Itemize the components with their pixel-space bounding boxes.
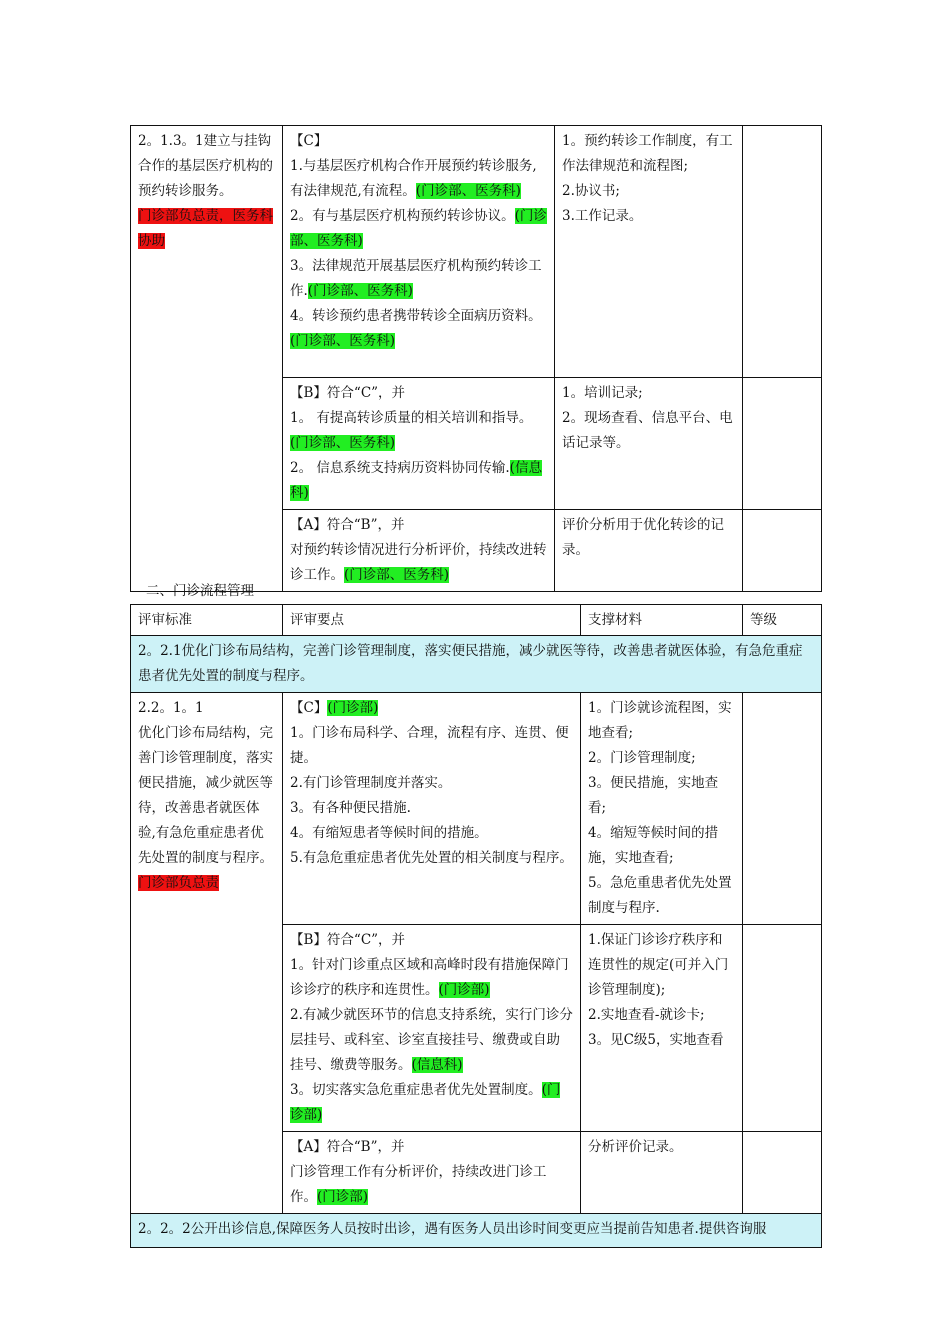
dept-tag: (门诊部、医务科) — [290, 435, 396, 451]
material-b-cell — [555, 378, 743, 510]
material-item: 2.协议书; — [562, 183, 620, 199]
material-item: 2。门诊管理制度; — [588, 750, 696, 766]
dept-tag: (门诊部) — [317, 1189, 369, 1205]
point-item: 2。 信息系统支持病历资料协同传输.(信息科) — [290, 460, 542, 501]
point-item: 1。门诊布局科学、合理，流程有序、连贯、便捷。 — [290, 725, 569, 766]
grade-cell — [743, 510, 822, 592]
point-a-cell — [283, 510, 555, 592]
header-grade: 等级 — [743, 605, 822, 636]
material-item: 5。急危重患者优先处置制度与程序. — [588, 875, 732, 916]
standard-text: 2。1.3。1建立与挂钩合作的基层医疗机构的预约转诊服务。 — [138, 133, 273, 199]
material-a-cell — [555, 510, 743, 592]
point-item: 2。有与基层医疗机构预约转诊协议。(门诊部、医务科) — [290, 208, 547, 249]
dept-tag: (门诊部、医务科) — [307, 283, 413, 299]
level-b-head: 【B】符合“C”，并 — [290, 385, 406, 401]
standard-text: 优化门诊布局结构，完善门诊管理制度，落实便民措施，减少就医等待，改善患者就医体验,有急危重症患者优先处置的制度与程序。 — [138, 725, 273, 866]
point-item: 门诊管理工作有分析评价，持续改进门诊工作。(门诊部) — [290, 1164, 547, 1205]
point-item: 2.有减少就医环节的信息支持系统，实行门诊分层挂号、或科室、诊室直接挂号、缴费或自助挂号、缴费等服务。(信息科) — [290, 1007, 573, 1073]
material-item: 1.保证门诊诊疗秩序和连贯性的规定(可并入门诊管理制度); — [588, 932, 729, 998]
point-item: 1。针对门诊重点区域和高峰时段有措施保障门诊诊疗的秩序和连贯性。(门诊部) — [290, 957, 569, 998]
point-item: 5.有急危重症患者优先处置的相关制度与程序。 — [290, 850, 573, 866]
table-referral — [130, 125, 822, 592]
point-item: 4。转诊预约患者携带转诊全面病历资料。(门诊部、医务科) — [290, 308, 542, 349]
grade-cell — [743, 1132, 822, 1214]
point-b-cell — [283, 378, 555, 510]
point-item: 4。有缩短患者等候时间的措施。 — [290, 825, 488, 841]
dept-tag: (门诊部) — [290, 1082, 561, 1123]
point-item: 3。有各种便民措施. — [290, 800, 411, 816]
point-item: 对预约转诊情况进行分析评价，持续改进转诊工作。(门诊部、医务科) — [290, 542, 547, 583]
standard-number: 2.2。1。1 — [138, 700, 204, 716]
section-row-2-2-2: 2。2。2公开出诊信息,保障医务人员按时出诊，遇有医务人员出诊时间变更应当提前告知患者.提供咨询服 — [131, 1214, 822, 1248]
point-item: 1.与基层医疗机构合作开展预约转诊服务,有法律规范,有流程。(门诊部、医务科) — [290, 158, 537, 199]
header-standard: 评审标准 — [131, 605, 283, 636]
material-item: 1。预约转诊工作制度，有工作法律规范和流程图; — [562, 133, 733, 174]
dept-tag: (信息科) — [411, 1057, 463, 1073]
point-item: 3。法律规范开展基层医疗机构预约转诊工作.(门诊部、医务科) — [290, 258, 542, 299]
material-item: 分析评价记录。 — [588, 1139, 683, 1155]
material-a-cell — [581, 1132, 743, 1214]
responsibility-tag: 门诊部负总责，医务科协助 — [138, 208, 273, 249]
material-c-cell — [555, 126, 743, 378]
table-outpatient-process — [130, 604, 822, 1248]
level-c-head: 【C】 — [290, 133, 328, 149]
grade-cell — [743, 378, 822, 510]
dept-tag: (信息科) — [290, 460, 542, 501]
section-title: 二、门诊流程管理 — [146, 583, 254, 599]
grade-cell — [743, 925, 822, 1132]
point-a-cell — [283, 1132, 581, 1214]
material-item: 4。缩短等候时间的措施，实地查看; — [588, 825, 719, 866]
dept-tag: (门诊部、医务科) — [290, 208, 547, 249]
standard-cell — [131, 126, 283, 592]
material-item: 评价分析用于优化转诊的记录。 — [562, 517, 724, 558]
grade-cell — [743, 693, 822, 925]
material-item: 2.实地查看-就诊卡; — [588, 1007, 705, 1023]
point-item: 1。 有提高转诊质量的相关培训和指导。(门诊部、医务科) — [290, 410, 533, 451]
dept-tag: (门诊部、医务科) — [290, 333, 396, 349]
header-points: 评审要点 — [283, 605, 581, 636]
point-c-cell — [283, 126, 555, 378]
material-item: 1。培训记录; — [562, 385, 643, 401]
point-c-cell — [283, 693, 581, 925]
standard-cell — [131, 693, 283, 1214]
point-b-cell — [283, 925, 581, 1132]
grade-cell — [743, 126, 822, 378]
level-c-head: 【C】 — [290, 700, 328, 716]
level-a-head: 【A】符合“B”，并 — [290, 517, 405, 533]
material-item: 2。现场查看、信息平台、电话记录等。 — [562, 410, 733, 451]
point-item: 3。切实落实急危重症患者优先处置制度。(门诊部) — [290, 1082, 561, 1123]
point-item: 2.有门诊管理制度并落实。 — [290, 775, 452, 791]
material-item: 3。见C级5，实地查看 — [588, 1032, 724, 1048]
dept-tag: (门诊部、医务科) — [344, 567, 450, 583]
dept-tag: (门诊部) — [327, 700, 379, 716]
material-item: 3.工作记录。 — [562, 208, 643, 224]
section-row-2-2-1: 2。2.1优化门诊布局结构，完善门诊管理制度，落实便民措施，减少就医等待，改善患者就医体验，有急危重症患者优先处置的制度与程序。 — [131, 636, 822, 693]
material-b-cell — [581, 925, 743, 1132]
dept-tag: (门诊部) — [438, 982, 490, 998]
dept-tag: (门诊部、医务科) — [415, 183, 521, 199]
material-item: 3。便民措施，实地查看; — [588, 775, 719, 816]
responsibility-tag: 门诊部负总责 — [138, 875, 219, 891]
material-item: 1。门诊就诊流程图，实地查看; — [588, 700, 732, 741]
material-c-cell — [581, 693, 743, 925]
level-b-head: 【B】符合“C”，并 — [290, 932, 406, 948]
level-a-head: 【A】符合“B”，并 — [290, 1139, 405, 1155]
header-materials: 支撑材料 — [581, 605, 743, 636]
